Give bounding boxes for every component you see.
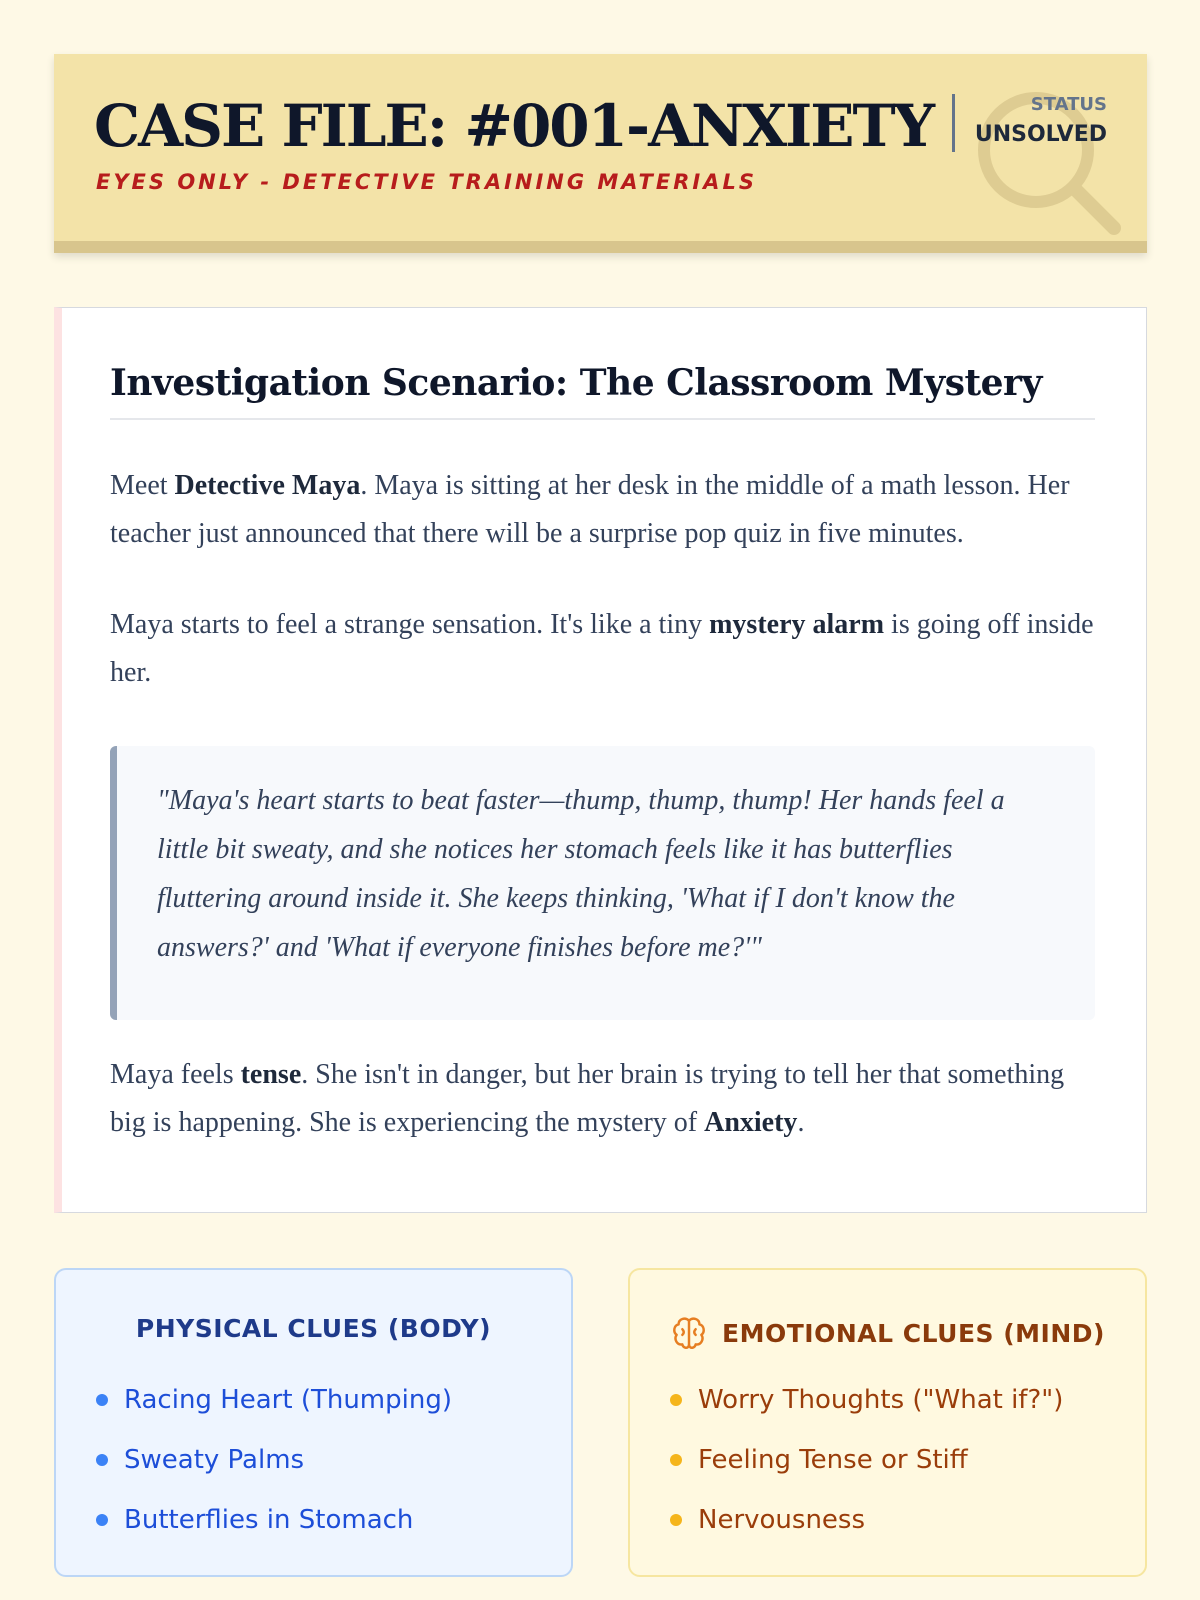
clue-text: Nervousness [698, 1505, 866, 1535]
scenario-card [54, 307, 1147, 1213]
physical-clues-list [96, 1380, 452, 1560]
case-subtitle: EYES ONLY - DETECTIVE TRAINING MATERIALS [96, 170, 757, 194]
list-item [96, 1380, 452, 1440]
text-span: . [797, 1107, 805, 1138]
scenario-paragraph-2 [110, 601, 1100, 697]
case-header [54, 54, 1147, 253]
emotional-clues-list [670, 1380, 1063, 1560]
bold-text: tense [240, 1059, 302, 1090]
list-item [670, 1440, 1063, 1500]
bold-text: Anxiety [704, 1107, 798, 1138]
scenario-heading: Investigation Scenario: The Classroom Mystery [110, 362, 1095, 420]
physical-clues-title [56, 1314, 571, 1343]
emotional-clues-box [628, 1268, 1147, 1577]
emotional-clues-title-text: EMOTIONAL CLUES (MIND) [722, 1318, 1105, 1348]
text-span: . Maya is sitting at her desk in the middle of a math lesson. Her teacher just announced that there will be a surprise pop quiz in five minutes. [110, 470, 1070, 549]
clue-text: Feeling Tense or Stiff [698, 1445, 968, 1475]
case-title: CASE FILE: #001-ANXIETY [94, 92, 934, 160]
text-span: . She isn't in danger, but her brain is trying to tell her that something big is happening. She is experiencing the mystery of [110, 1059, 1065, 1138]
bullet-dot [96, 1394, 108, 1406]
text-span: Maya starts to feel a strange sensation. It's like a tiny [110, 609, 710, 640]
status-badge: UNSOLVED [974, 122, 1107, 147]
bold-text: Detective Maya [174, 470, 361, 501]
list-item [96, 1500, 452, 1560]
emotional-clues-title [630, 1314, 1145, 1352]
status-divider [952, 94, 955, 152]
list-item [670, 1500, 1063, 1560]
text-span: Maya feels [110, 1059, 241, 1090]
scenario-quote [110, 746, 1095, 1020]
text-span: is going off inside her. [110, 609, 1094, 688]
clue-text: Worry Thoughts ("What if?") [698, 1385, 1064, 1415]
brain-icon [670, 1314, 708, 1352]
list-item [96, 1440, 452, 1500]
bullet-dot [96, 1454, 108, 1466]
physical-clues-box [54, 1268, 573, 1577]
status-label: STATUS [1030, 94, 1107, 115]
bold-text: mystery alarm [709, 609, 885, 640]
text-span: Meet [110, 470, 175, 501]
list-item [670, 1380, 1063, 1440]
bullet-dot [96, 1514, 108, 1526]
clue-text: Racing Heart (Thumping) [124, 1385, 452, 1415]
clue-text: Sweaty Palms [124, 1445, 305, 1475]
bullet-dot [670, 1394, 682, 1406]
bullet-dot [670, 1454, 682, 1466]
physical-clues-title-text: PHYSICAL CLUES (BODY) [135, 1314, 492, 1343]
bullet-dot [670, 1514, 682, 1526]
quote-text: "Maya's heart starts to beat faster—thump, thump, thump! Her hands feel a little bit sweaty, and she notices her stomach feels like it has butterflies fluttering around inside it. She keeps thinking, 'What if I don't know the answers?' and 'What if everyone finishes before me?'" [157, 785, 1005, 963]
clue-text: Butterflies in Stomach [124, 1505, 414, 1535]
scenario-paragraph-3 [110, 1051, 1100, 1147]
scenario-paragraph-1 [110, 462, 1100, 558]
